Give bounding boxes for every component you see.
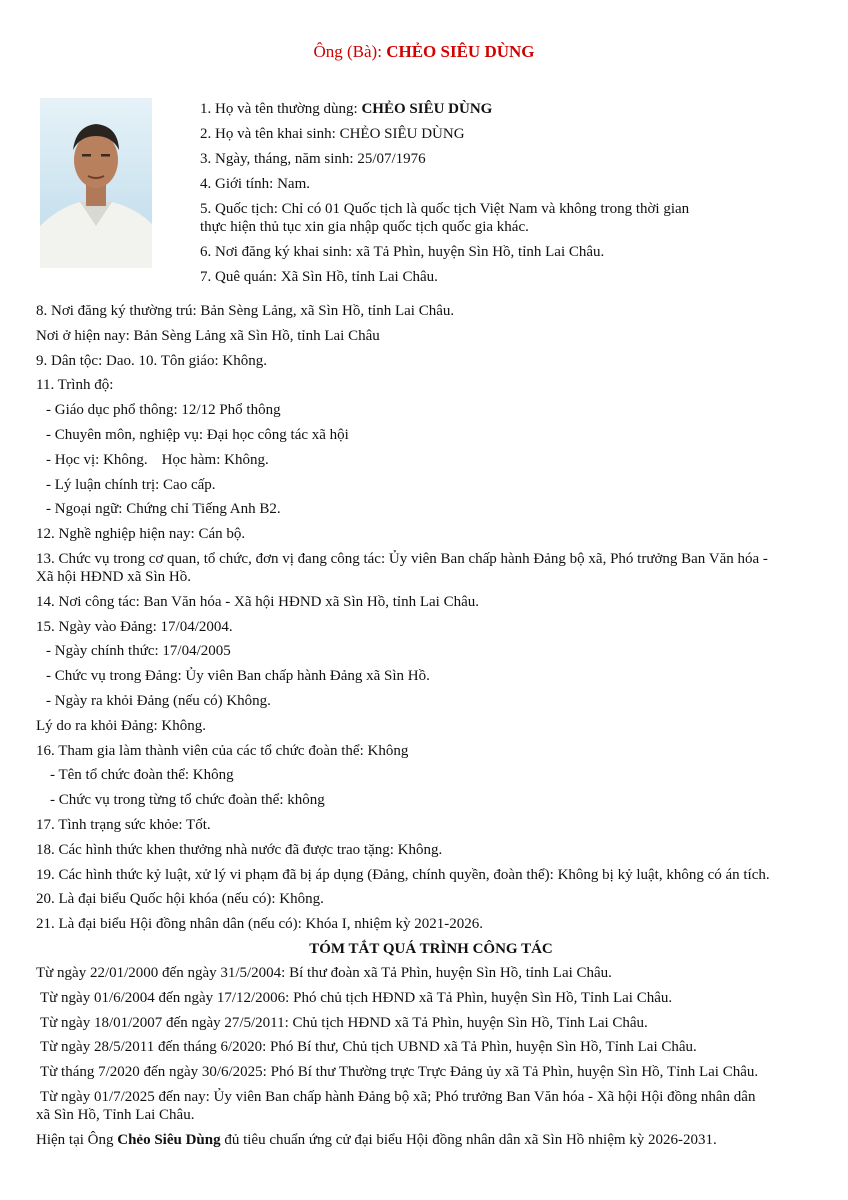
item-party-leave-date: - Ngày ra khỏi Đảng (nếu có) Không. <box>46 692 271 709</box>
item-national-assembly: 20. Là đại biểu Quốc hội khóa (nếu có): Không. <box>36 891 324 908</box>
portrait-photo <box>40 98 152 268</box>
item-current-address: Nơi ở hiện nay: Bản Sèng Lảng xã Sìn Hồ, tỉnh Lai Châu <box>36 327 380 344</box>
item-gender: 4. Giới tính: Nam. <box>200 176 311 192</box>
conclusion <box>36 1131 826 1149</box>
conclusion-post: đủ tiêu chuẩn ứng cử đại biểu Hội đồng nhân dân xã Sìn Hồ nhiệm kỳ 2026-2031. <box>220 1131 717 1148</box>
item-foreign-language: - Ngoại ngữ: Chứng chỉ Tiếng Anh B2. <box>46 501 281 518</box>
item-birth-place: 6. Nơi đăng ký khai sinh: xã Tả Phìn, huyện Sìn Hồ, tỉnh Lai Châu. <box>200 244 605 260</box>
item-health: 17. Tình trạng sức khỏe: Tốt. <box>36 816 211 833</box>
item-position-line1: 13. Chức vụ trong cơ quan, tổ chức, đơn vị đang công tác: Ủy viên Ban chấp hành Đảng bộ xã, Phó trưởng Ban Văn hóa - <box>36 550 768 567</box>
item-awards: 18. Các hình thức khen thưởng nhà nước đã được trao tặng: Không. <box>36 841 443 858</box>
work-history-item <box>36 1088 826 1124</box>
item-common-name-value: CHẺO SIÊU DÙNG <box>361 101 493 117</box>
item-position <box>36 550 826 586</box>
work-history-item: Từ ngày 22/01/2000 đến ngày 31/5/2004: Bí thư đoàn xã Tả Phìn, huyện Sìn Hồ, tỉnh Lai Châu. <box>36 964 612 981</box>
item-residence: 8. Nơi đăng ký thường trú: Bản Sèng Lảng, xã Sìn Hồ, tỉnh Lai Châu. <box>36 303 455 319</box>
item-discipline: 19. Các hình thức kỷ luật, xử lý vi phạm đã bị áp dụng (Đảng, chính quyền, đoàn thể): Không bị kỷ luật, không có án tích. <box>36 866 770 883</box>
work-history-heading: TÓM TẮT QUÁ TRÌNH CÔNG TÁC <box>309 940 553 957</box>
item-birth-date: 3. Ngày, tháng, năm sinh: 25/07/1976 <box>200 151 426 167</box>
item-hometown: 7. Quê quán: Xã Sìn Hồ, tỉnh Lai Châu. <box>200 269 438 285</box>
item-ethnicity-religion: 9. Dân tộc: Dao. 10. Tôn giáo: Không. <box>36 352 267 369</box>
item-birth-name: 2. Họ và tên khai sinh: CHẺO SIÊU DÙNG <box>200 126 465 142</box>
detail-list <box>36 302 826 1156</box>
item-party-leave-reason: Lý do ra khỏi Đảng: Không. <box>36 717 206 734</box>
title-prefix: Ông (Bà): <box>313 42 387 61</box>
item-education-heading: 11. Trình độ: <box>36 377 114 394</box>
item-nationality-line1: 5. Quốc tịch: Chỉ có 01 Quốc tịch là quốc tịch Việt Nam và không trong thời gian <box>200 201 690 217</box>
conclusion-name: Chẻo Siêu Dùng <box>117 1131 221 1148</box>
item-occupation: 12. Nghề nghiệp hiện nay: Cán bộ. <box>36 526 246 543</box>
item-general-education: - Giáo dục phổ thông: 12/12 Phổ thông <box>46 402 281 419</box>
item-workplace: 14. Nơi công tác: Ban Văn hóa - Xã hội HĐND xã Sìn Hồ, tỉnh Lai Châu. <box>36 593 479 610</box>
title-name: CHẺO SIÊU DÙNG <box>386 42 535 61</box>
work-history-item: Từ ngày 01/6/2004 đến ngày 17/12/2006: Phó chủ tịch HĐND xã Tả Phìn, huyện Sìn Hồ, Tỉnh Lai Châu. <box>40 989 673 1006</box>
item-position-line2: Xã hội HĐND xã Sìn Hồ. <box>36 568 191 585</box>
page-title <box>0 42 848 62</box>
item-nationality <box>200 200 820 236</box>
work-history-item: Từ ngày 28/5/2011 đến tháng 6/2020: Phó Bí thư, Chủ tịch UBND xã Tả Phìn, huyện Sìn Hồ, Tỉnh Lai Châu. <box>40 1039 697 1056</box>
item-organization-name: - Tên tổ chức đoàn thể: Không <box>50 767 234 784</box>
work-history-item: Từ ngày 18/01/2007 đến ngày 27/5/2011: Chủ tịch HĐND xã Tả Phìn, huyện Sìn Hồ, Tỉnh Lai Châu. <box>40 1014 648 1031</box>
item-peoples-council: 21. Là đại biểu Hội đồng nhân dân (nếu có): Khóa I, nhiệm kỳ 2021-2026. <box>36 916 483 933</box>
item-degree-value: - Học vị: Không. <box>46 451 148 468</box>
item-specialization: - Chuyên môn, nghiệp vụ: Đại học công tác xã hội <box>46 426 349 443</box>
item-party-position: - Chức vụ trong Đảng: Ủy viên Ban chấp hành Đảng xã Sìn Hồ. <box>46 668 430 685</box>
item-degree <box>36 451 826 469</box>
item-organization-role: - Chức vụ trong từng tổ chức đoàn thể: không <box>50 792 325 809</box>
work-history-item-line2: xã Sìn Hồ, Tỉnh Lai Châu. <box>36 1106 195 1123</box>
item-common-name <box>200 100 820 118</box>
conclusion-pre: Hiện tại Ông <box>36 1131 118 1148</box>
item-party-official-date: - Ngày chính thức: 17/04/2005 <box>46 643 231 660</box>
item-nationality-line2: thực hiện thủ tục xin gia nhập quốc tịch quốc gia khác. <box>200 219 529 235</box>
item-academic-title: Học hàm: Không. <box>161 451 269 468</box>
item-organizations: 16. Tham gia làm thành viên của các tổ chức đoàn thể: Không <box>36 742 409 759</box>
basic-info-list <box>200 100 820 293</box>
item-political-theory: - Lý luận chính trị: Cao cấp. <box>46 476 216 493</box>
item-common-name-label: 1. Họ và tên thường dùng: <box>200 101 362 117</box>
work-history-item: Từ tháng 7/2020 đến ngày 30/6/2025: Phó Bí thư Thường trực Trực Đảng ủy xã Tả Phìn, huyện Sìn Hồ, Tỉnh Lai Châu. <box>40 1064 759 1081</box>
work-history-item-line1: Từ ngày 01/7/2025 đến nay: Ủy viên Ban chấp hành Đảng bộ xã; Phó trưởng Ban Văn hóa - Xã hội Hội đồng nhân dân <box>40 1088 756 1105</box>
item-party-join-date: 15. Ngày vào Đảng: 17/04/2004. <box>36 618 233 635</box>
